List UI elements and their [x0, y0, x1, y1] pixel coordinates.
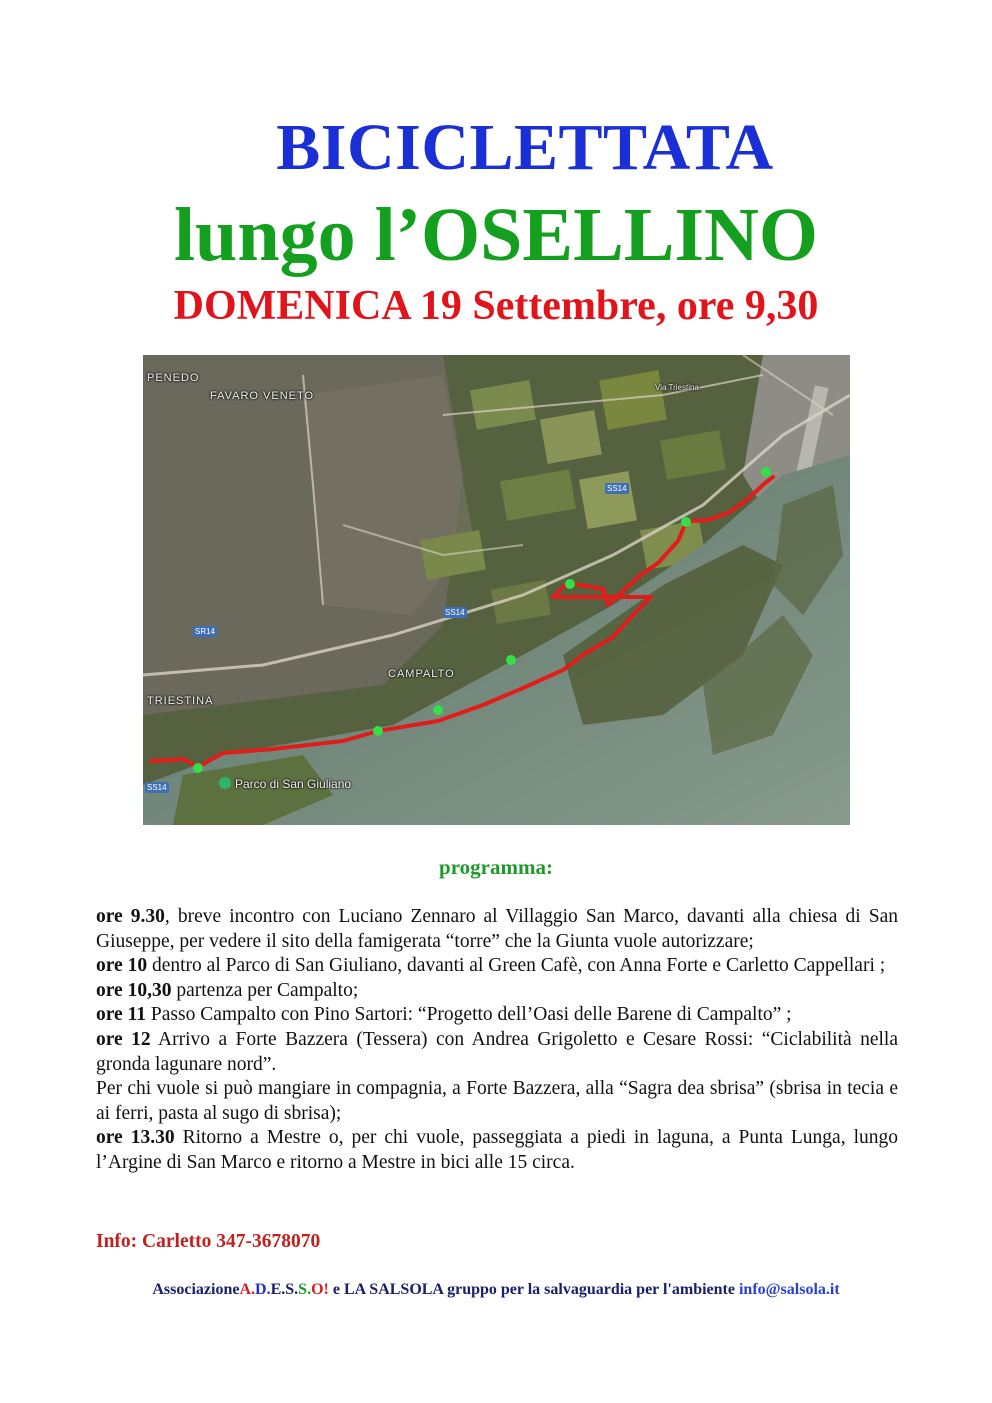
programme-time: ore 13.30: [96, 1127, 175, 1149]
footer-letter: E: [270, 1281, 282, 1298]
programme-item: [96, 905, 898, 954]
programme-text: Arrivo a Forte Bazzera (Tessera) con Andrea Grigoletto e Cesare Rossi: “Ciclabilità nella gronda lagunare nord”.: [96, 1028, 898, 1075]
programme-time: ore 12: [96, 1028, 151, 1050]
programme-item: [96, 1028, 898, 1077]
title-biciclettata: BICICLETTATA: [276, 111, 774, 184]
footer-rest: e LA SALSOLA gruppo per la salvaguardia per l'ambiente: [328, 1281, 739, 1298]
road-badge: SR14: [195, 627, 216, 636]
programme-text: partenza per Campalto;: [171, 979, 359, 1001]
route-stop: [373, 726, 383, 736]
map-label-penedo: PENEDO: [147, 372, 200, 384]
map-label-campalto: CAMPALTO: [388, 668, 455, 680]
programme-item: [96, 1003, 898, 1028]
programme-item: [96, 954, 898, 979]
map-label-triestina: TRIESTINA: [147, 695, 214, 707]
footer-letter: O: [311, 1281, 324, 1298]
route-stop: [681, 517, 691, 527]
route-stop: [506, 655, 516, 665]
programme-text: , breve incontro con Luciano Zennaro al Villaggio San Marco, davanti alla chiesa di San Giuseppe, per vedere il sito della famigerata “torre” che la Giunta vuole autorizzare;: [96, 906, 898, 952]
event-date: DOMENICA 19 Settembre, ore 9,30: [173, 283, 819, 329]
route-stop: [565, 579, 575, 589]
programme-time: ore 9.30: [96, 906, 165, 927]
programme-item: [96, 979, 898, 1004]
road-badge: SS14: [445, 608, 465, 617]
footer-letter: A: [239, 1281, 252, 1298]
map-label-favaro: FAVARO VENETO: [210, 390, 315, 402]
title-osellino: lungo l’OSELLINO: [173, 193, 819, 277]
footer-letter: D: [255, 1281, 267, 1298]
programme-text: dentro al Parco di San Giuliano, davanti al Green Cafè, con Anna Forte e Carletto Cappellari ;: [147, 955, 886, 977]
info-contact: Info: Carletto 347-3678070: [96, 1231, 321, 1252]
footer-email-link[interactable]: info@salsola.it: [738, 1281, 840, 1298]
route-map: [143, 355, 850, 825]
route-stop: [193, 763, 203, 773]
route-stop: [433, 705, 443, 715]
footer-prefix: Associazione: [152, 1281, 240, 1298]
programme-item: [96, 1077, 898, 1126]
road-badge: SS14: [147, 783, 167, 792]
footer-letter: .: [307, 1281, 312, 1298]
programme-item: [96, 1126, 898, 1175]
footer-letter: S: [285, 1281, 295, 1298]
programme-heading: programma:: [439, 855, 553, 879]
programme-text: Per chi vuole si può mangiare in compagnia, a Forte Bazzera, alla “Sagra dea sbrisa” (sbrisa in tecia e ai ferri, pasta al sugo di sbrisa);: [96, 1078, 898, 1124]
footer-letter: .: [294, 1281, 299, 1298]
programme-time: ore 10,30: [96, 979, 172, 1001]
programme-text: Passo Campalto con Pino Sartori: “Progetto dell’Oasi delle Barene di Campalto” ;: [146, 1004, 792, 1026]
road-badge: SS14: [607, 484, 627, 493]
footer-letter: .: [251, 1281, 256, 1298]
programme-list: [96, 905, 898, 1176]
footer-organisers: [0, 1281, 992, 1299]
park-pin-icon: [219, 777, 231, 789]
programme-time: ore 10: [96, 955, 148, 977]
footer-letter: .: [266, 1281, 271, 1298]
footer-letter: .: [281, 1281, 286, 1298]
programme-text: Ritorno a Mestre o, per chi vuole, passeggiata a piedi in laguna, a Punta Lunga, lungo l’Argine di San Marco e ritorno a Mestre in bici alle 15 circa.: [96, 1127, 898, 1173]
satellite-map-image: [143, 355, 850, 825]
footer-letter: S: [298, 1281, 308, 1298]
route-stop: [761, 467, 771, 477]
footer-letter: !: [323, 1281, 329, 1298]
programme-time: ore 11: [96, 1004, 147, 1026]
map-label-parco: Parco di San Giuliano: [235, 777, 352, 791]
map-label-via-triestina: Via Triestina: [655, 383, 699, 392]
